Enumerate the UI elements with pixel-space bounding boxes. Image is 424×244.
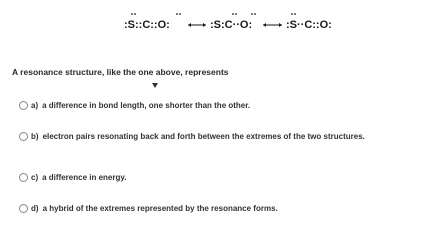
radio-button-a[interactable] <box>19 101 28 110</box>
radio-button-b[interactable] <box>19 132 28 141</box>
option-text-b: electron pairs resonating back and forth between the extremes of the two structures. <box>42 132 365 141</box>
resonance-structures-diagram <box>122 8 332 36</box>
option-letter-c: c) <box>31 173 39 182</box>
answer-option-b[interactable] <box>19 132 416 142</box>
option-letter-a: a) <box>31 101 39 110</box>
mouse-cursor-icon <box>152 83 158 88</box>
option-letter-d: d) <box>31 204 39 213</box>
answer-option-a[interactable] <box>19 101 416 111</box>
option-letter-b: b) <box>31 132 39 141</box>
radio-button-c[interactable] <box>19 173 28 182</box>
option-text-d: a hybrid of the extremes represented by the resonance forms. <box>42 204 278 213</box>
answer-option-c[interactable] <box>19 173 416 183</box>
radio-button-d[interactable] <box>19 204 28 213</box>
resonance-structures-figure <box>122 8 332 36</box>
structure-2-glyphs: :S:C··O: <box>210 19 253 31</box>
answer-option-d[interactable] <box>19 204 416 214</box>
option-text-c: a difference in energy. <box>42 173 127 182</box>
structure-1-glyphs: :S::C::O: <box>124 19 170 31</box>
option-text-a: a difference in bond length, one shorter than the other. <box>42 101 251 110</box>
question-prompt: A resonance structure, like the one above, represents <box>12 67 229 77</box>
structure-3-glyphs: :S··C::O: <box>286 19 332 31</box>
